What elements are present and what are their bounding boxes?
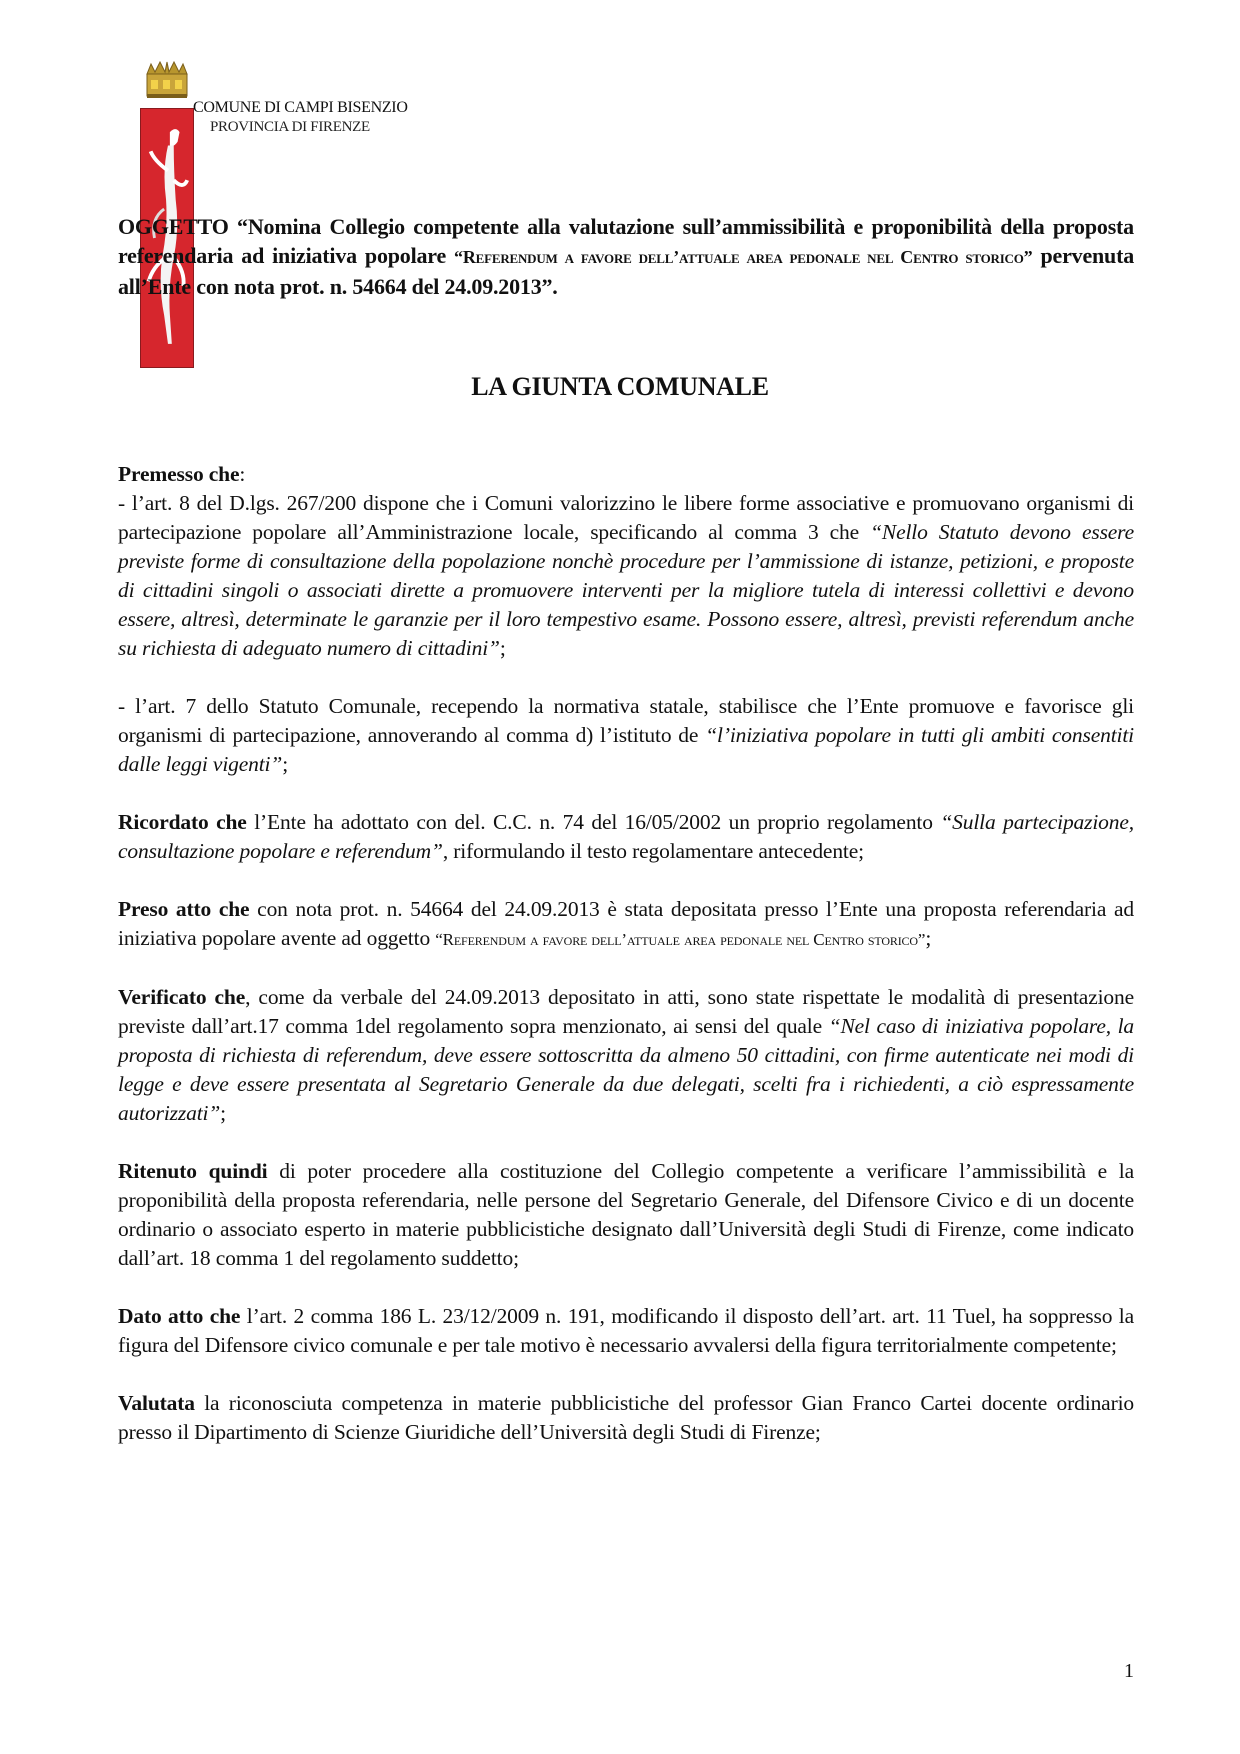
ricordato-paragraph (118, 808, 1134, 866)
subject-label: OGGETTO (118, 214, 229, 239)
premesso-item1-quote: “Nello Statuto devono essere previste forme di consultazione della popolazione nonchè procedure per l’ammissione di istanze, petizioni, e proposte di cittadini singoli o associati dirette a promuovere interventi per la migliore tutela di interessi collettivi e devono essere, altresì, determinate le garanzie per il loro tempestivo esame. Possono essere, altresì, previsti referendum anche su richiesta di adeguato numero di cittadini” (118, 520, 1134, 660)
preso-atto-referendum-title: “Referendum a favore dell’attuale area pedonale nel Centro storico” (435, 930, 926, 949)
organization-block (193, 100, 408, 135)
verificato-heading: Verificato che (118, 985, 246, 1009)
province-name: PROVINCIA DI FIRENZE (210, 119, 370, 135)
subject-text-end: pervenuta all’Ente con nota prot. n. 54664 del 24.09.2013”. (118, 243, 1134, 299)
preso-atto-heading: Preso atto che (118, 897, 250, 921)
premesso-item1-text: - l’art. 8 del D.lgs. 267/200 dispone che i Comuni valorizzino le libere forme associative e promuovano organismi di partecipazione popolare all’Amministrazione locale, specificando al comma 3 che (118, 491, 1134, 544)
preso-atto-text-start: con nota prot. n. 54664 del 24.09.2013 è stata depositata presso l’Ente una proposta referendaria ad iniziativa popolare avente ad oggetto (118, 897, 1134, 950)
dato-atto-text: l’art. 2 comma 186 L. 23/12/2009 n. 191, modificando il disposto dell’art. art. 11 Tuel, ha soppresso la figura del Difensore civico comunale e per tale motivo è necessario avvalersi della figura territorialmente competente; (118, 1304, 1134, 1357)
valutata-text: la riconosciuta competenza in materie pubblicistiche del professor Gian Franco Cartei docente ordinario presso il Dipartimento di Scienze Giuridiche dell’Università degli Studi di Firenze; (118, 1391, 1134, 1444)
subject-text-start: “Nomina Collegio competente alla valutazione sull’ammissibilità e proponibilità della proposta referendaria ad iniziativa popolare (118, 214, 1134, 268)
ricordato-heading: Ricordato che (118, 810, 247, 834)
premesso-item2-quote: “l’iniziativa popolare in tutti gli ambiti consentiti dalle leggi vigenti” (118, 723, 1134, 776)
page-number: 1 (1124, 1660, 1134, 1682)
subject-referendum-title: “Referendum a favore dell’attuale area pedonale nel Centro storico” (454, 247, 1033, 267)
subject-block (118, 212, 1134, 301)
ricordato-quote: “Sulla partecipazione, consultazione popolare e referendum” (118, 810, 1135, 863)
organization-name: COMUNE DI CAMPI BISENZIO (193, 99, 408, 116)
page-title: LA GIUNTA COMUNALE (471, 372, 769, 401)
verificato-text-end: ; (220, 1101, 226, 1125)
crown-icon (145, 60, 189, 100)
document-body (118, 460, 1134, 1476)
premesso-item2-text: - l’art. 7 dello Statuto Comunale, recependo la normativa statale, stabilisce che l’Ente promuove e favorisce gli organismi di partecipazione, annoverando al comma d) l’istituto de (118, 694, 1134, 747)
verificato-paragraph (118, 983, 1134, 1128)
ritenuto-heading: Ritenuto quindi (118, 1159, 268, 1183)
preso-atto-paragraph (118, 895, 1134, 954)
ricordato-text-end: , riformulando il testo regolamentare antecedente; (442, 839, 864, 863)
valutata-heading: Valutata (118, 1391, 195, 1415)
ritenuto-paragraph (118, 1157, 1134, 1273)
ritenuto-text: di poter procedere alla costituzione del Collegio competente a verificare l’ammissibilità e la proponibilità della proposta referendaria, nelle persone del Segretario Generale, del Difensore Civico e di un docente ordinario o associato esperto in materie pubblicistiche designato dall’Università degli Studi di Firenze, come indicato dall’art. 18 comma 1 del regolamento suddetto; (118, 1159, 1134, 1270)
verificato-quote: “Nel caso di iniziativa popolare, la proposta di richiesta di referendum, deve essere sottoscritta da almeno 50 cittadini, con firme autenticate nei modi di legge e deve essere presentata al Segretario Generale da due delegati, scelti fra i richiedenti, a ciò espressamente autorizzati” (118, 1014, 1135, 1125)
premesso-item2-paragraph (118, 692, 1134, 779)
dato-atto-heading: Dato atto che (118, 1304, 241, 1328)
premesso-item2-end: ; (282, 752, 289, 776)
premesso-paragraph (118, 460, 1134, 663)
ricordato-text-start: l’Ente ha adottato con del. C.C. n. 74 del 16/05/2002 un proprio regolamento (246, 810, 941, 834)
premesso-item1-end: ; (499, 636, 506, 660)
premesso-colon: : (239, 462, 246, 486)
valutata-paragraph (118, 1389, 1134, 1447)
premesso-heading: Premesso che (118, 462, 240, 486)
verificato-text-start: , come da verbale del 24.09.2013 depositato in atti, sono state rispettate le modalità di presentazione previste dall’art.17 comma 1del regolamento sopra menzionato, ai sensi del quale (118, 985, 1134, 1038)
dato-atto-paragraph (118, 1302, 1134, 1360)
preso-atto-text-end: ; (925, 926, 932, 950)
